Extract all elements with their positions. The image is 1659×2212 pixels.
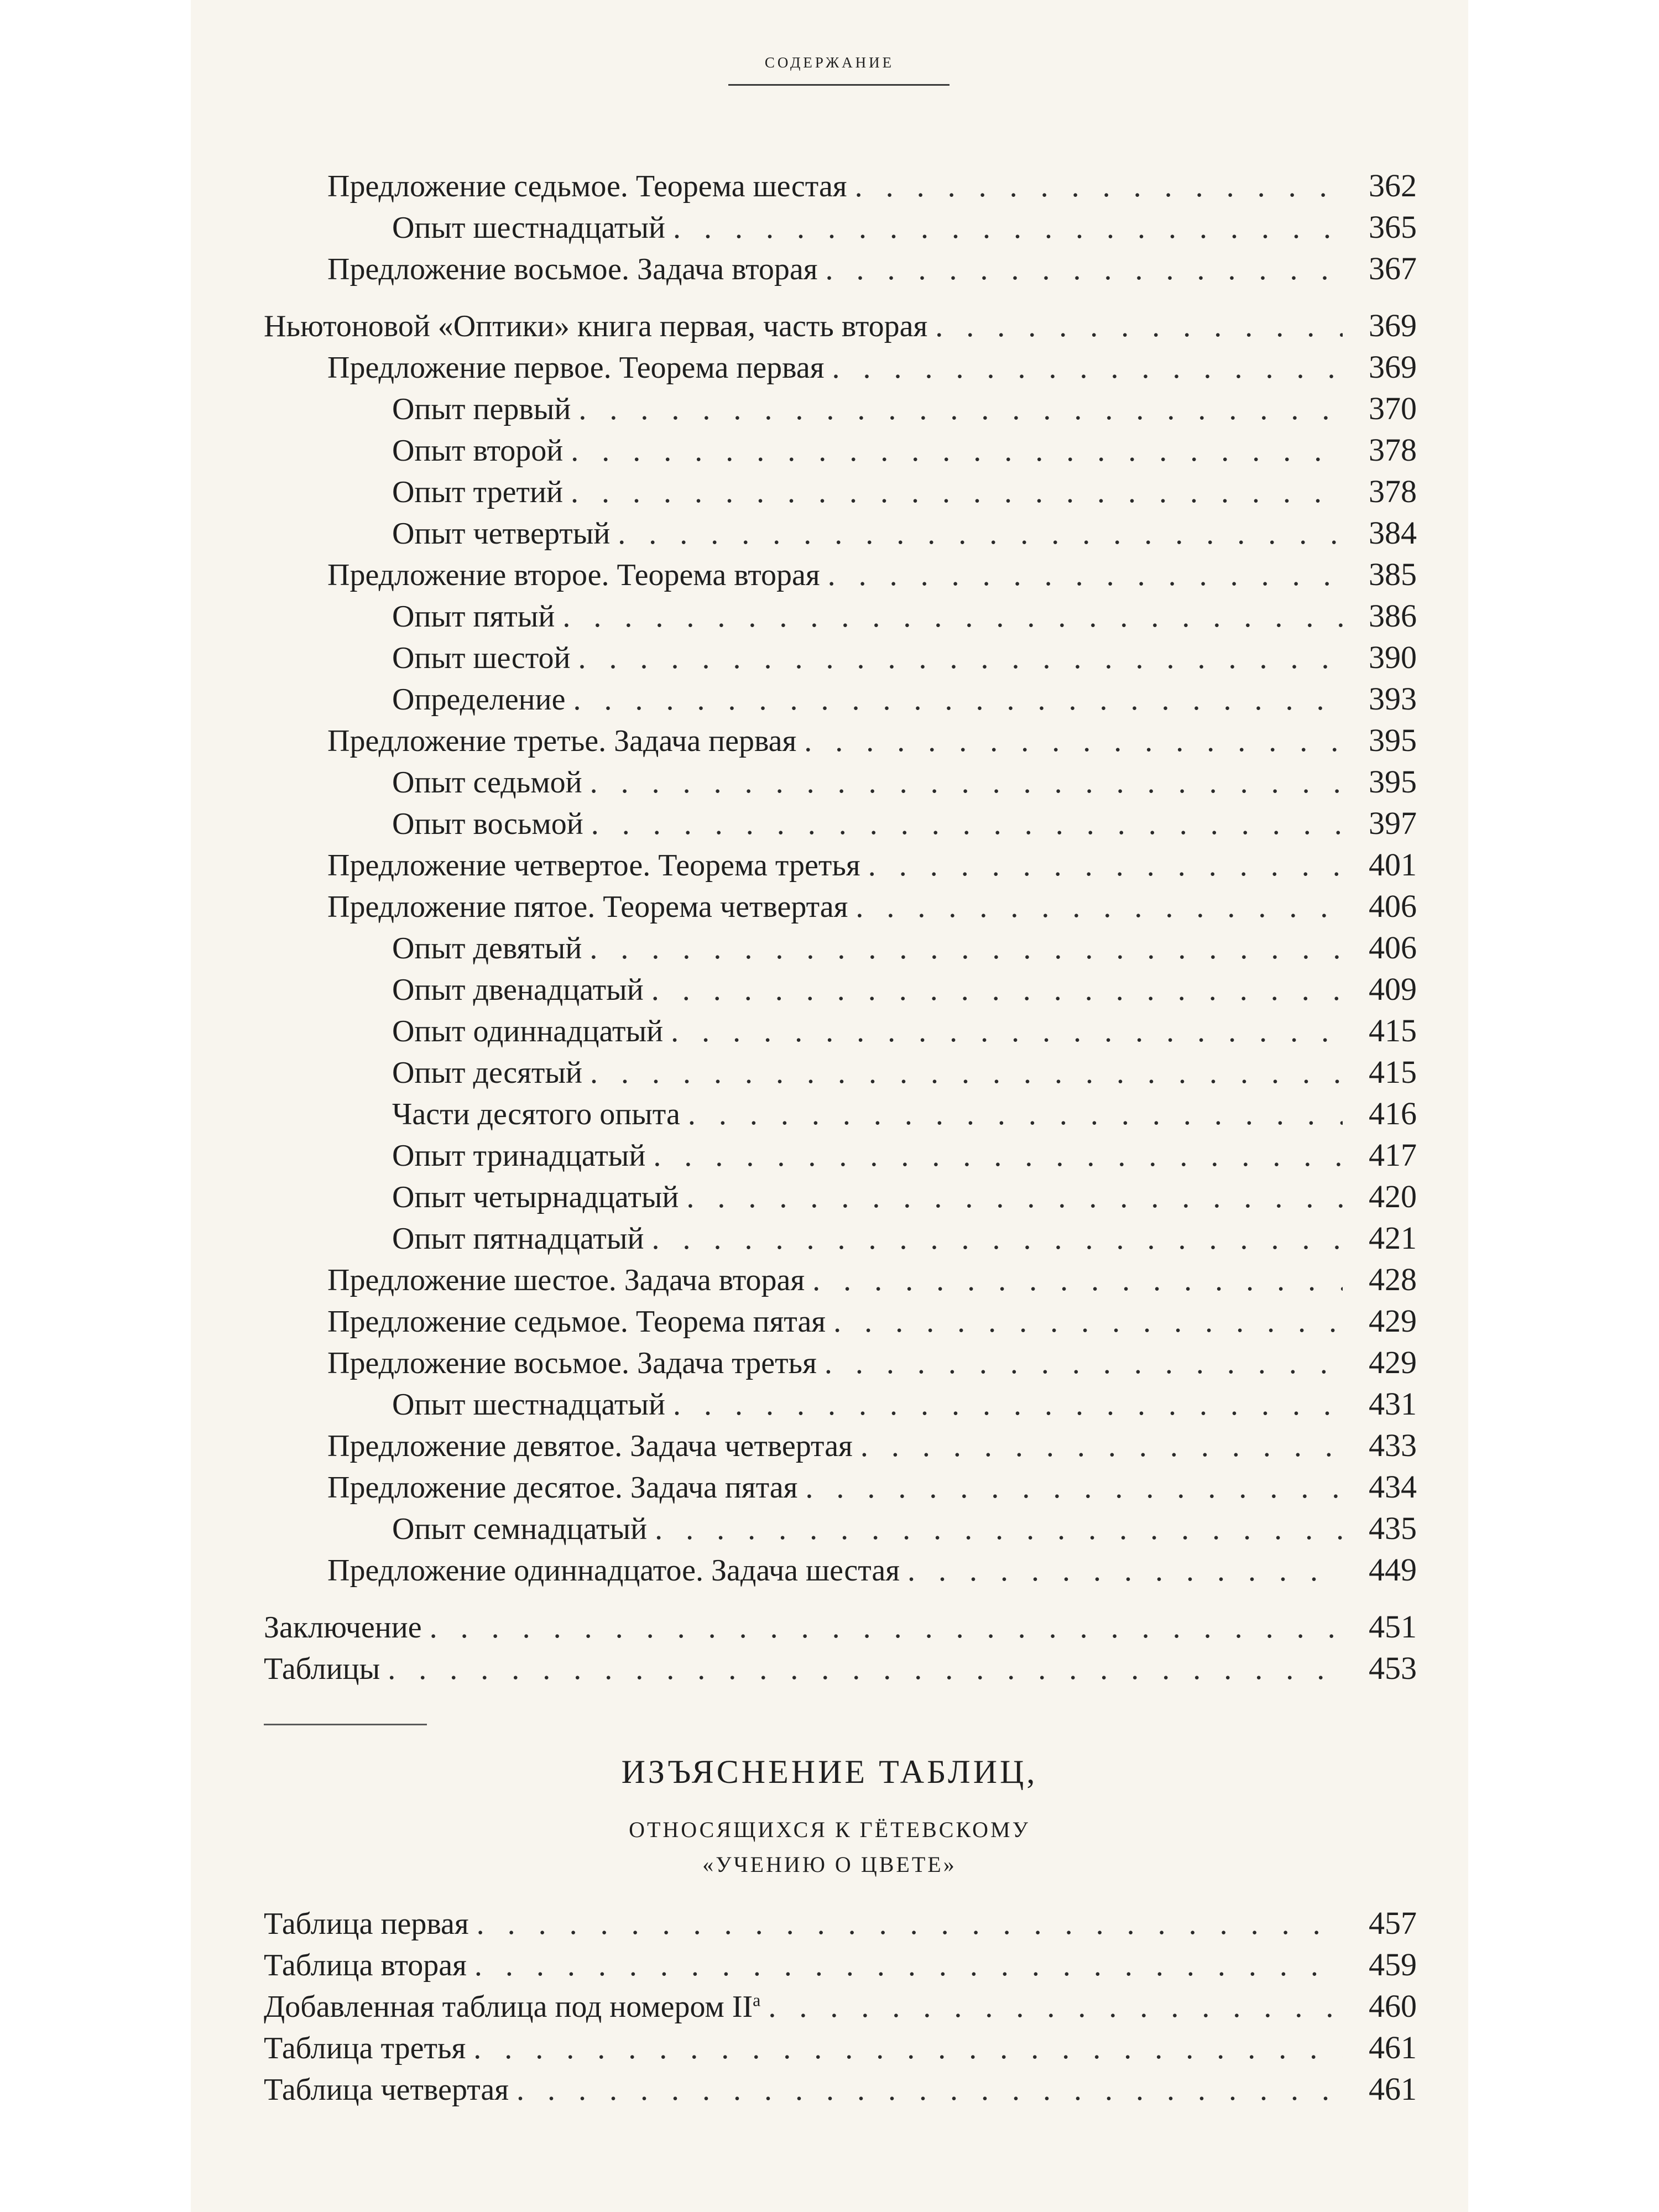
toc-entry [264,1647,1417,1689]
toc-entry-page-number: 461 [1369,2030,1417,2065]
toc-entry [264,1300,1417,1342]
toc-entry-label [264,2028,466,2069]
toc-entry-text: Предложение восьмое. Задача вторая [327,252,818,286]
toc-entry-page-number: 460 [1369,1988,1417,2024]
dot-leader [828,555,1343,596]
toc-entry-page-number: 415 [1369,1013,1417,1048]
toc-entry-superscript: a [753,1990,761,2010]
toc-entry-text: Предложение первое. Теорема первая [327,351,825,385]
toc-entry-label [264,804,583,845]
toc-entry [264,927,1417,968]
toc-entry-label [264,2069,509,2111]
dot-leader [860,1426,1343,1467]
toc-entry-page-number: 369 [1369,307,1417,343]
toc-entry-text: Предложение шестое. Задача вторая [327,1263,805,1297]
toc-entry-page-number: 369 [1369,349,1417,385]
toc-entry-label [264,1607,422,1648]
toc-entry-text: Опыт семнадцатый [392,1512,648,1546]
toc-entry-page-number: 386 [1369,598,1417,634]
toc-entry [264,1466,1417,1507]
dot-leader [589,928,1343,969]
toc-entry-label [264,207,665,249]
toc-entry-text: Предложение четвертое. Теорема третья [327,848,860,883]
toc-entry-text: Опыт пятнадцатый [392,1222,644,1256]
toc-entry [264,248,1417,289]
dot-leader [935,306,1343,347]
toc-entry-text: Опыт шестнадцатый [392,1387,665,1422]
dot-leader [671,1011,1343,1052]
toc-entry [264,2068,1417,2110]
toc-entry-text: Предложение третье. Задача первая [327,724,797,758]
toc-entry-text: Опыт тринадцатый [392,1139,646,1173]
toc-entry-text: Опыт восьмой [392,807,583,841]
dot-leader [388,1648,1343,1690]
dot-leader [590,762,1343,804]
toc-entry [264,802,1417,844]
toc-entry-page-number: 449 [1369,1552,1417,1588]
dot-leader [825,249,1343,290]
toc-entry-text: Опыт четвертый [392,517,611,551]
dot-leader [618,513,1343,555]
toc-entry [264,1944,1417,1985]
toc-entry-page-number: 421 [1369,1220,1417,1256]
toc-entry-page-number: 409 [1369,971,1417,1007]
dot-leader [833,1301,1343,1343]
toc-entry-label [264,1260,805,1301]
toc-entry [264,1383,1417,1425]
toc-entry-label [264,1177,679,1218]
dot-leader [571,472,1343,513]
dot-leader [768,1986,1343,2028]
toc-entry-page-number: 390 [1369,639,1417,675]
toc-entry-label [264,679,565,721]
toc-entry-text: Опыт шестой [392,641,571,675]
toc-entry-text: Заключение [264,1610,422,1645]
toc-entry [264,761,1417,802]
toc-entry-text: Предложение седьмое. Теорема шестая [327,169,847,204]
toc-entry-text: Опыт первый [392,392,571,426]
toc-entry-text: Опыт пятый [392,599,555,634]
toc-entry-page-number: 370 [1369,390,1417,426]
book-page [191,0,1468,2212]
toc-entry-page-number: 433 [1369,1427,1417,1463]
toc-entry-page-number: 453 [1369,1650,1417,1686]
toc-entry-page-number: 365 [1369,209,1417,245]
toc-entry-label [264,555,820,596]
toc-entry-label [264,886,848,928]
toc-entry-text: Определение [392,682,566,717]
toc-entry-label [264,430,563,472]
toc-entry [264,968,1417,1010]
toc-entry-page-number: 429 [1369,1303,1417,1339]
toc-entry-label [264,1135,645,1177]
toc-entry [264,678,1417,719]
dot-leader [651,1218,1343,1260]
toc-entry-label [264,1301,826,1343]
toc-entry-label [264,1509,647,1550]
toc-entry [264,1010,1417,1051]
dot-leader [651,969,1343,1011]
toc-entry-text: Опыт десятый [392,1056,582,1090]
toc-entry-label [264,472,563,513]
toc-entry-label [264,762,582,804]
toc-entry-text: Ньютоновой «Оптики» книга первая, часть вторая [264,309,928,343]
toc-entry-text: Добавленная таблица под номером II [264,1990,753,2024]
toc-entry-page-number: 401 [1369,847,1417,883]
toc-entry-label [264,1052,582,1094]
section-title: ИЗЪЯСНЕНИЕ ТАБЛИЦ, [621,1754,1038,1790]
toc-entry-text: Таблица первая [264,1907,469,1941]
toc-entry [264,305,1417,346]
toc-entry-page-number: 406 [1369,930,1417,966]
section-subtitle-line1: ОТНОСЯЩИХСЯ К ГЁТЕВСКОМУ [629,1817,1030,1842]
toc-entry [264,206,1417,248]
toc-entry-label [264,1218,644,1260]
toc-entry-label [264,1011,663,1052]
toc-entry-page-number: 420 [1369,1178,1417,1214]
toc-entry-label [264,638,570,679]
dot-leader [855,166,1343,207]
dot-leader [562,596,1343,638]
toc-entry [264,1425,1417,1466]
dot-leader [653,1135,1343,1177]
toc-entry-page-number: 378 [1369,473,1417,509]
toc-entry [264,595,1417,637]
toc-entry-page-number: 416 [1369,1095,1417,1131]
dot-leader [571,430,1343,472]
toc-entry-label [264,1945,467,1986]
dot-leader [804,721,1343,762]
toc-entry-page-number: 385 [1369,556,1417,592]
dot-leader [832,347,1343,389]
toc-entry-label [264,1986,760,2028]
toc-entry-text: Опыт шестнадцатый [392,211,665,245]
toc-entry [264,844,1417,885]
toc-entry-label [264,249,817,290]
toc-entry-page-number: 431 [1369,1386,1417,1422]
toc-entry-page-number: 395 [1369,722,1417,758]
toc-entry-text: Предложение седьмое. Теорема пятая [327,1305,826,1339]
dot-leader [578,389,1343,430]
dot-leader [686,1177,1343,1218]
toc-entry-label [264,389,571,430]
toc-entry [264,1259,1417,1300]
toc-entry [264,719,1417,761]
toc-entry-label [264,166,847,207]
toc-entry-label [264,306,927,347]
toc-entry [264,1176,1417,1217]
toc-entry-text: Таблица вторая [264,1948,467,1983]
dot-leader [517,2069,1343,2111]
toc-entry [264,1902,1417,1944]
toc-entry-text: Предложение восьмое. Задача третья [327,1346,817,1380]
toc-entry-text: Опыт одиннадцатый [392,1014,664,1048]
toc-entry-label [264,1550,900,1592]
toc-entry-label [264,845,860,886]
dot-leader [805,1467,1343,1509]
dot-leader [655,1509,1343,1550]
toc-entry-text: Предложение второе. Теорема вторая [327,558,820,592]
toc-entry-text: Опыт третий [392,475,563,509]
toc-entry [264,1093,1417,1134]
toc-entry [264,1051,1417,1093]
toc-entry [264,471,1417,512]
toc-entry [264,429,1417,471]
dot-leader [473,2028,1343,2069]
section-divider [264,1724,427,1725]
toc-entry [264,1217,1417,1259]
toc-entry-page-number: 434 [1369,1469,1417,1505]
toc-entry-text: Таблица четвертая [264,2073,509,2107]
toc-entry-text: Таблица третья [264,2031,466,2065]
dot-leader [474,1945,1343,1986]
toc-entry-text: Опыт второй [392,434,564,468]
toc-entry-page-number: 459 [1369,1947,1417,1983]
dot-leader [578,638,1343,679]
dot-leader [855,886,1343,928]
toc-entry [264,512,1417,554]
toc-entry-label [264,1094,680,1135]
dot-leader [477,1903,1343,1945]
toc-entry-page-number: 378 [1369,432,1417,468]
dot-leader [591,804,1343,845]
toc-entry-page-number: 461 [1369,2071,1417,2107]
toc-entry [264,1342,1417,1383]
toc-entry-text: Предложение одиннадцатое. Задача шестая [327,1553,900,1588]
toc-entry-text: Предложение девятое. Задача четвертая [327,1429,853,1463]
toc-entry-page-number: 429 [1369,1344,1417,1380]
toc-entry-label [264,721,796,762]
toc-entry [264,165,1417,206]
toc-entry-text: Опыт четырнадцатый [392,1180,679,1214]
dot-leader [573,679,1343,721]
toc-entry-text: Предложение десятое. Задача пятая [327,1470,798,1505]
toc-entry-page-number: 451 [1369,1609,1417,1645]
dot-leader [868,845,1343,886]
toc-entry-text: Таблицы [264,1652,380,1686]
toc-entry-text: Части десятого опыта [392,1097,680,1131]
toc-entry-page-number: 415 [1369,1054,1417,1090]
toc-entry [264,1134,1417,1176]
toc-entry-text: Опыт двенадцатый [392,973,644,1007]
running-head-rule [728,84,950,86]
dot-leader [673,1384,1343,1426]
toc-entry-label [264,1903,469,1945]
toc-entry-label [264,513,610,555]
toc-entry-page-number: 435 [1369,1510,1417,1546]
toc-entry-label [264,596,555,638]
toc-entry [264,1606,1417,1647]
toc-entry-label [264,1426,853,1467]
toc-entry [264,554,1417,595]
toc-entry-text: Опыт девятый [392,931,582,966]
toc-entry-label [264,1384,665,1426]
toc-entry-page-number: 457 [1369,1905,1417,1941]
toc-entry-page-number: 384 [1369,515,1417,551]
dot-leader [812,1260,1343,1301]
toc-entry [264,388,1417,429]
toc-entry-text: Опыт седьмой [392,765,582,800]
toc-entry [264,885,1417,927]
toc-entry-page-number: 417 [1369,1137,1417,1173]
dot-leader [688,1094,1343,1135]
toc-entry-label [264,928,582,969]
running-head: содержание [764,49,895,72]
toc-entry-label [264,1343,817,1384]
dot-leader [907,1550,1343,1592]
toc-entry-page-number: 367 [1369,251,1417,286]
toc-entry [264,637,1417,678]
toc-entry-label [264,347,824,389]
toc-entry-label [264,1648,380,1690]
toc-entry-page-number: 395 [1369,764,1417,800]
toc-entry [264,1985,1417,2027]
toc-entry-text: Предложение пятое. Теорема четвертая [327,890,848,924]
dot-leader [430,1607,1343,1648]
toc-entry [264,346,1417,388]
dot-leader [673,207,1343,249]
toc-entry-page-number: 362 [1369,168,1417,204]
toc-entry [264,1549,1417,1590]
toc-entry [264,1507,1417,1549]
tables-contents [264,1902,1417,2110]
toc-entry-page-number: 397 [1369,805,1417,841]
toc-entry-page-number: 406 [1369,888,1417,924]
table-of-contents [264,165,1417,1689]
toc-entry-page-number: 393 [1369,681,1417,717]
section-subtitle-line2: «УЧЕНИЮ О ЦВЕТЕ» [702,1852,957,1877]
toc-entry [264,2027,1417,2068]
toc-entry-label [264,1467,797,1509]
dot-leader [590,1052,1343,1094]
toc-entry-label [264,969,644,1011]
toc-entry-page-number: 428 [1369,1261,1417,1297]
dot-leader [825,1343,1343,1384]
